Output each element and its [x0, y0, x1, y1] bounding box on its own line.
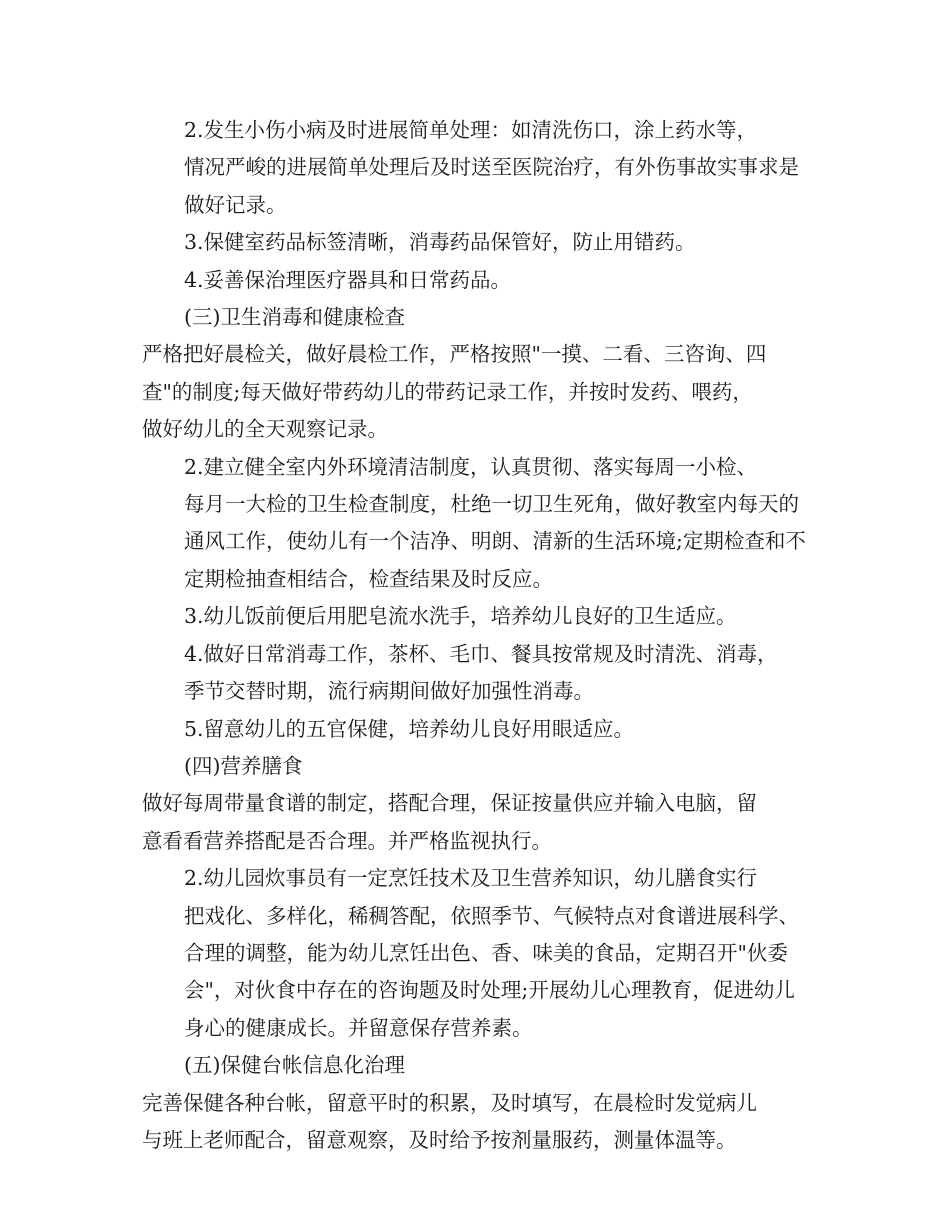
- text-line: 情况严峻的进展简单处理后及时送至医院治疗，有外伤事故实事求是: [184, 155, 799, 180]
- text-line: 做好记录。: [184, 192, 287, 217]
- section-heading: [142, 299, 822, 336]
- paragraph: [142, 112, 822, 224]
- paragraph: [142, 860, 822, 1047]
- paragraph: [142, 224, 822, 261]
- text-line: (三)卫生消毒和健康检查: [184, 305, 405, 330]
- paragraph: [142, 262, 822, 299]
- text-line: (四)营养膳食: [184, 753, 303, 778]
- paragraph: [142, 785, 822, 860]
- paragraph: [142, 636, 822, 711]
- text-line: 2.幼儿园炊事员有一定烹饪技术及卫生营养知识，幼儿膳食实行: [184, 866, 758, 891]
- text-line: 完善保健各种台帐，留意平时的积累，及时填写，在晨检时发觉病儿: [142, 1090, 757, 1115]
- section-heading: [142, 748, 822, 785]
- paragraph: [142, 449, 822, 599]
- text-line: 4.妥善保治理医疗器具和日常药品。: [184, 267, 512, 292]
- paragraph: [142, 336, 822, 448]
- text-line: 把戏化、多样化，稀稠答配，依照季节、气候特点对食谱进展科学、: [184, 903, 799, 928]
- text-line: 意看看营养搭配是否合理。并严格监视执行。: [142, 828, 552, 853]
- text-line: 通风工作，使幼儿有一个洁净、明朗、清新的生活环境;定期检查和不: [184, 529, 806, 554]
- text-line: 身心的健康成长。并留意保存营养素。: [184, 1015, 533, 1040]
- text-line: 做好幼儿的全天观察记录。: [142, 417, 388, 442]
- text-line: 5.留意幼儿的五官保健，培养幼儿良好用眼适应。: [184, 716, 635, 741]
- text-line: 季节交替时期，流行病期间做好加强性消毒。: [184, 679, 594, 704]
- text-line: 2.建立健全室内外环境清洁制度，认真贯彻、落实每周一小检、: [184, 454, 758, 479]
- text-line: 每月一大检的卫生检查制度，杜绝一切卫生死角，做好教室内每天的: [184, 492, 799, 517]
- text-line: 3.幼儿饭前便后用肥皂流水洗手，培养幼儿良好的卫生适应。: [184, 604, 737, 629]
- text-line: 与班上老师配合，留意观察，及时给予按剂量服药，测量体温等。: [142, 1127, 737, 1152]
- text-line: 做好每周带量食谱的制定，搭配合理，保证按量供应并输入电脑，留: [142, 791, 757, 816]
- paragraph: [142, 711, 822, 748]
- text-line: (五)保健台帐信息化治理: [184, 1053, 405, 1078]
- text-line: 合理的调整，能为幼儿烹饪出色、香、味美的食品，定期召开"伙委: [184, 940, 788, 965]
- text-line: 严格把好晨检关，做好晨检工作，严格按照"一摸、二看、三咨询、四: [142, 342, 767, 367]
- text-line: 3.保健室药品标签清晰，消毒药品保管好，防止用错药。: [184, 230, 696, 255]
- text-line: 2.发生小伤小病及时进展简单处理：如清洗伤口，涂上药水等，: [184, 118, 758, 142]
- section-heading: [142, 1047, 822, 1084]
- paragraph: [142, 1085, 822, 1160]
- text-line: 4.做好日常消毒工作，茶杯、毛巾、餐具按常规及时清洗、消毒，: [184, 641, 778, 666]
- paragraph: [142, 598, 822, 635]
- text-line: 定期检抽查相结合，检查结果及时反应。: [184, 566, 553, 591]
- text-line: 查"的制度;每天做好带药幼儿的带药记录工作，并按时发药、喂药，: [142, 379, 753, 404]
- text-line: 会"，对伙食中存在的咨询题及时处理;开展幼儿心理教育，促进幼儿: [184, 978, 795, 1003]
- document-body: [142, 112, 822, 1159]
